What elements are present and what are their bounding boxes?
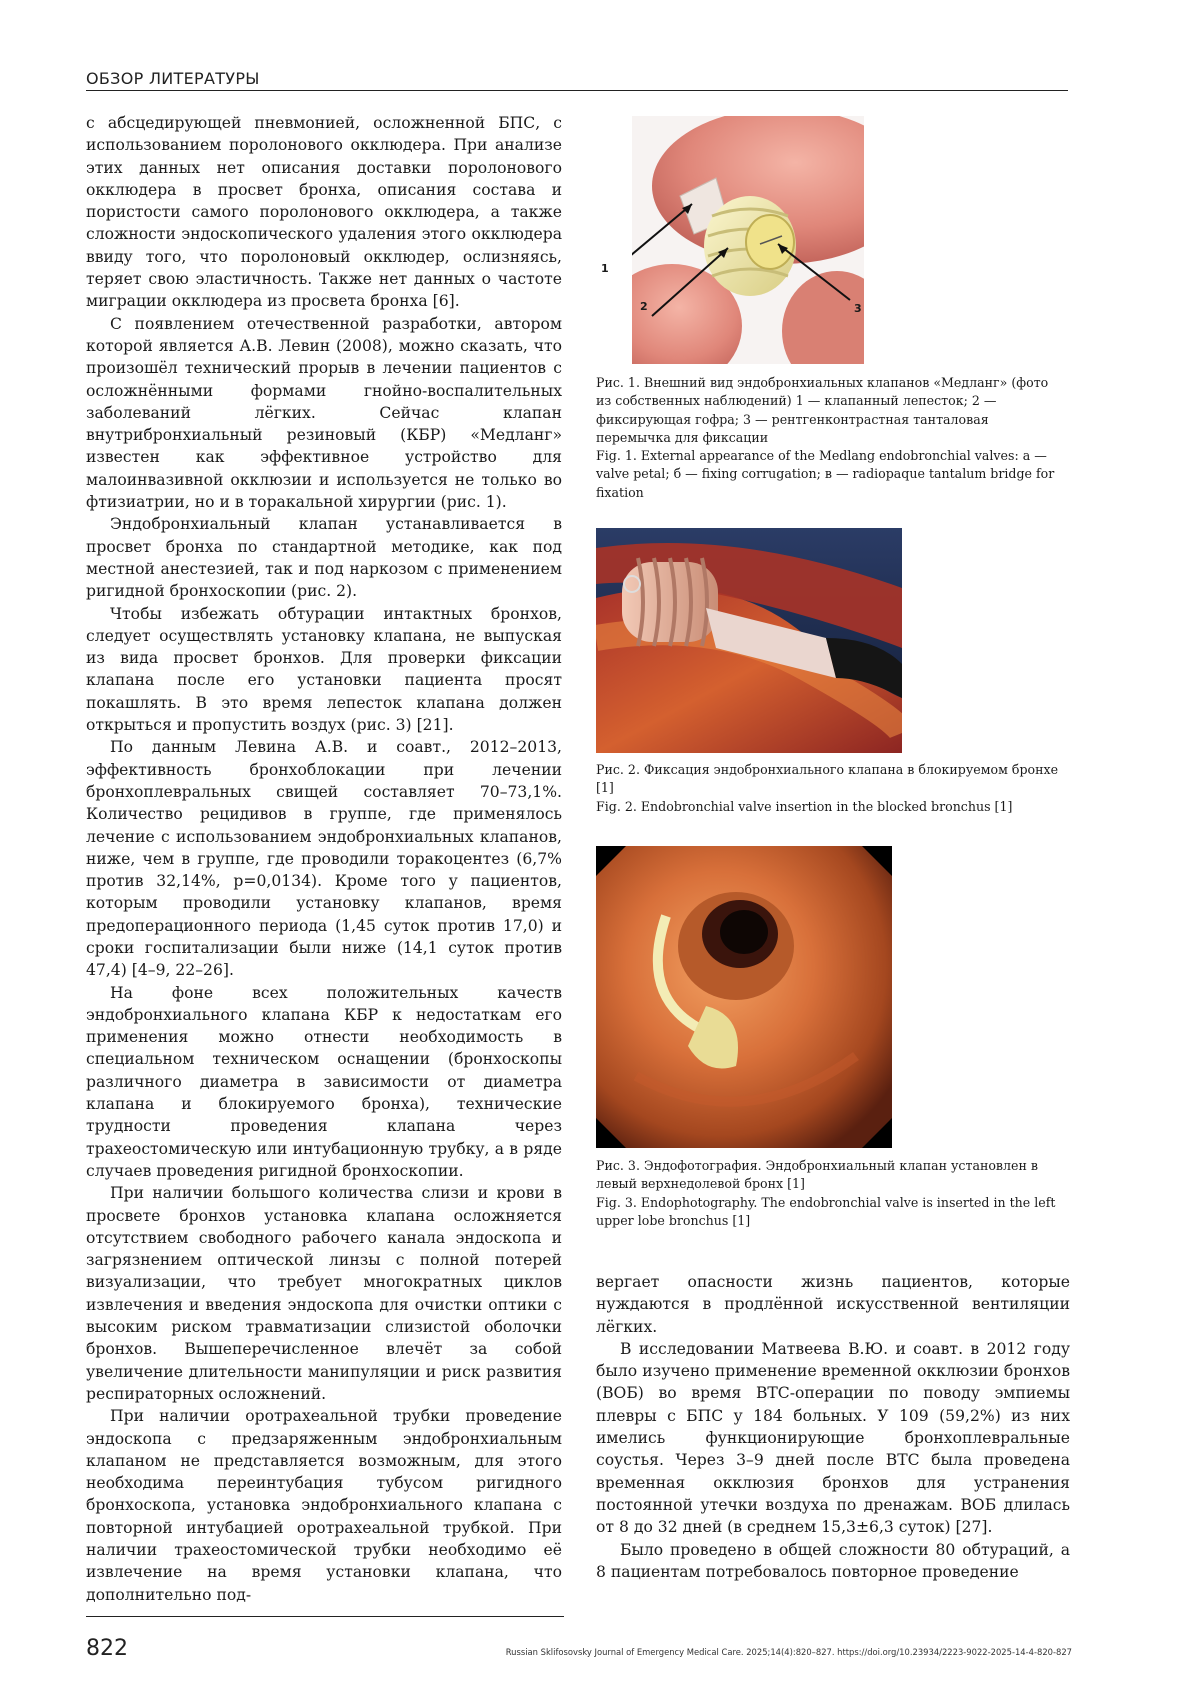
- paragraph: При наличии оротрахеальной трубки проведение эндоскопа с предзаряженным эндобронхиальным клапаном не представляется возможным, для этого необходима переинтубация тубусом ригидного бронхоскопа, установка эндобронхиального клапана с повторной интубацией оротрахеальной трубкой. При наличии трахеостомической трубки необходимо её извлечение на время установки клапана, что дополнительно под-: [86, 1407, 562, 1604]
- paragraph: В исследовании Матвеева В.Ю. и соавт. в 2012 году было изучено применение временной окклюзии бронхов (ВОБ) во время ВТС-операции по поводу эмпиемы плевры с БПС у 184 больных. У 109 (59,2%) из них имелись функционирующие бронхоплевральные соустья. Через 3–9 дней после ВТС была проведена временная окклюзия бронхов для устранения постоянной утечки воздуха по дренажам. ВОБ длилась от 8 до 32 дней (в среднем 15,3±6,3 суток) [27].: [596, 1339, 1070, 1537]
- figure-3-caption: [596, 1157, 1066, 1230]
- caption-ru: Рис. 3. Эндофотография. Эндобронхиальный клапан установлен в левый верхнедолевой бронх [1]: [596, 1158, 1038, 1192]
- paragraph: При наличии большого количества слизи и крови в просвете бронхов установка клапана осложняется отсутствием свободного рабочего канала эндоскопа и загрязнением оптической линзы с полной потерей визуализации, что требует многократных циклов извлечения и введения эндоскопа для очистки оптики с высоким риском травматизации слизистой оболочки бронхов. Вышеперечисленное влечёт за собой увеличение длительности манипуляции и риск развития респираторных осложнений.: [86, 1184, 562, 1403]
- figure-1-label-1: 1: [601, 262, 609, 275]
- figure-1-label-3: 3: [854, 302, 862, 315]
- page-number: 822: [86, 1636, 128, 1661]
- figure-1-caption: [596, 374, 1066, 502]
- section-title: ОБЗОР ЛИТЕРАТУРЫ: [86, 69, 260, 88]
- figure-2-bronchus-illustration: [596, 528, 902, 753]
- caption-en: Fig. 2. Endobronchial valve insertion in the blocked bronchus [1]: [596, 798, 1013, 814]
- paragraph: вергает опасности жизнь пациентов, которые нуждаются в продлённой искусственной вентиляции лёгких.: [596, 1273, 1070, 1336]
- right-column: [596, 1271, 1070, 1583]
- left-column: [86, 112, 562, 1606]
- paragraph: Эндобронхиальный клапан устанавливается в просвет бронха по стандартной методике, как под местной анестезией, так и под наркозом с применением ригидной бронхоскопии (рис. 2).: [86, 515, 562, 601]
- caption-ru: Рис. 2. Фиксация эндобронхиального клапана в блокируемом бронхе [1]: [596, 762, 1059, 796]
- caption-ru: Рис. 1. Внешний вид эндобронхиальных клапанов «Медланг» (фото из собственных наблюдений) 1 — клапанный лепесток; 2 — фиксирующая гофра; 3 — рентгенконтрастная танталовая перемычка для фиксации: [596, 375, 1049, 445]
- paragraph: С появлением отечественной разработки, автором которой является А.В. Левин (2008), можно сказать, что произошёл технический прорыв в лечении пациентов с осложнёнными формами гнойно-воспалительных заболеваний лёгких. Сейчас клапан внутрибронхиальный резиновый (КБР) «Медланг» известен как эффективное устройство для малоинвазивной окклюзии и используется не только во фтизиатрии, но и в торакальной хирургии (рис. 1).: [86, 314, 562, 512]
- paragraph: На фоне всех положительных качеств эндобронхиального клапана КБР к недостаткам его применения можно отнести необходимость в специальном техническом оснащении (бронхоскопы различного диаметра в зависимости от диаметра клапана и блокируемого бронха), технические трудности проведения клапана через трахеостомическую или интубационную трубку, а в ряде случаев проведения ригидной бронхоскопии.: [86, 983, 562, 1180]
- figure-1-valve-photo: [632, 116, 864, 364]
- running-header: [86, 66, 1068, 91]
- figure-2-caption: [596, 761, 1066, 816]
- paragraph: Чтобы избежать обтурации интактных бронхов, следует осуществлять установку клапана, не выпуская из вида просвет бронхов. Для проверки фиксации клапана после его установки пациента просят покашлять. В это время лепесток клапана должен открыться и пропустить воздух (рис. 3) [21].: [86, 604, 562, 735]
- caption-en: Fig. 1. External appearance of the Medlang endobronchial valves: а — valve petal; б — fixing corrugation; в — radiopaque tantalum bridge for fixation: [596, 448, 1055, 500]
- caption-en: Fig. 3. Endophotography. The endobronchial valve is inserted in the left upper lobe bronchus [1]: [596, 1194, 1056, 1228]
- figure-1-label-2: 2: [640, 300, 648, 313]
- paragraph: Было проведено в общей сложности 80 обтураций, а 8 пациентам потребовалось повторное проведение: [596, 1540, 1070, 1581]
- figure-3-endophotography: [596, 846, 892, 1148]
- footer-divider: [86, 1616, 564, 1617]
- paragraph: По данным Левина А.В. и соавт., 2012–2013, эффективность бронхоблокации при лечении бронхоплевральных свищей составляет 70–73,1%. Количество рецидивов в группе, где применялось лечение с использованием эндобронхиальных клапанов, ниже, чем в группе, где проводили торакоцентез (6,7% против 32,14%, p=0,0134). Кроме того у пациентов, которым проводили установку клапанов, время предоперационного периода (1,45 суток против 17,0) и сроки госпитализации были ниже (14,1 суток против 47,4) [4–9, 22–26].: [86, 738, 562, 980]
- journal-citation: Russian Sklifosovsky Journal of Emergency Medical Care. 2025;14(4):820–827. https://doi.org/10.23934/2223-9022-2025-14-4-820-827: [505, 1647, 1072, 1657]
- paragraph: с абсцедирующей пневмонией, осложненной БПС, с использованием поролонового окклюдера. При анализе этих данных нет описания доставки поролонового окклюдера в просвет бронха, описания состава и пористости самого поролонового окклюдера, а также сложности эндоскопического удаления этого окклюдера ввиду того, что поролоновый окклюдер, ослизняясь, теряет свою эластичность. Также нет данных о частоте миграции окклюдера из просвета бронха [6].: [86, 114, 562, 311]
